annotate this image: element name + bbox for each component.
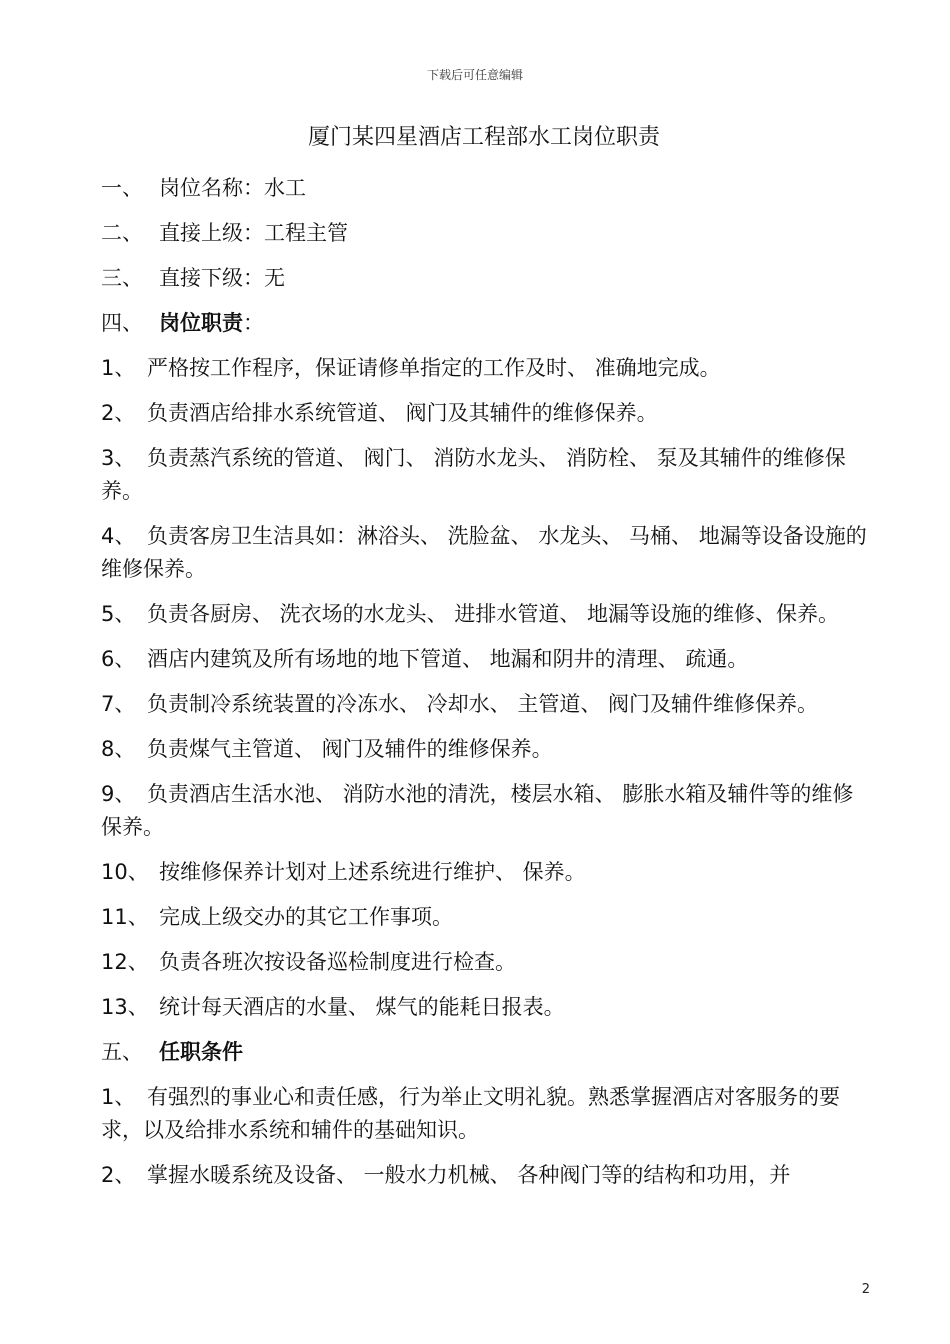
duty-text: 负责酒店生活水池、 消防水池的清洗，楼层水箱、 膨胀水箱及辅件等的维修保养。 xyxy=(101,782,854,839)
section-number: 四、 xyxy=(101,311,143,335)
duty-number: 7、 xyxy=(101,692,136,716)
duty-number: 4、 xyxy=(101,524,136,548)
duty-text: 统计每天酒店的水量、 煤气的能耗日报表。 xyxy=(159,995,565,1019)
duty-item xyxy=(101,856,871,889)
document-title: 厦门某四星酒店工程部水工岗位职责 xyxy=(307,125,660,150)
duty-number: 11、 xyxy=(101,905,149,929)
page-number: 2 xyxy=(861,1282,870,1297)
duty-item xyxy=(101,397,871,430)
section-colon: ： xyxy=(243,311,264,335)
section-number: 一、 xyxy=(101,176,143,200)
requirement-number: 1、 xyxy=(101,1085,136,1109)
section-label: 直接上级： xyxy=(159,221,264,245)
duty-number: 6、 xyxy=(101,647,136,671)
duty-item xyxy=(101,991,871,1024)
requirement-item xyxy=(101,1081,871,1147)
duty-item xyxy=(101,688,871,721)
document-body xyxy=(101,172,871,1192)
duty-item xyxy=(101,778,871,844)
duty-number: 8、 xyxy=(101,737,136,761)
duty-text: 负责各班次按设备巡检制度进行检查。 xyxy=(159,950,516,974)
section-value: 无 xyxy=(264,266,285,290)
requirement-number: 2、 xyxy=(101,1163,136,1187)
requirement-text: 掌握水暖系统及设备、 一般水力机械、 各种阀门等的结构和功用，并 xyxy=(147,1163,791,1187)
duty-item xyxy=(101,442,871,508)
duty-item xyxy=(101,598,871,631)
section-job-title xyxy=(101,172,871,205)
section-requirements-heading xyxy=(101,1036,871,1069)
duty-number: 2、 xyxy=(101,401,136,425)
requirement-item xyxy=(101,1159,871,1192)
section-value: 工程主管 xyxy=(264,221,348,245)
duty-text: 负责蒸汽系统的管道、 阀门、 消防水龙头、 消防栓、 泵及其辅件的维修保养。 xyxy=(101,446,846,503)
section-number: 三、 xyxy=(101,266,143,290)
duty-item xyxy=(101,352,871,385)
duty-item xyxy=(101,901,871,934)
duty-number: 3、 xyxy=(101,446,136,470)
duty-number: 9、 xyxy=(101,782,136,806)
section-number: 五、 xyxy=(101,1040,143,1064)
duty-text: 严格按工作程序，保证请修单指定的工作及时、 准确地完成。 xyxy=(147,356,721,380)
duty-number: 5、 xyxy=(101,602,136,626)
duty-text: 负责煤气主管道、 阀门及辅件的维修保养。 xyxy=(147,737,553,761)
duty-text: 负责客房卫生洁具如：淋浴头、 洗脸盆、 水龙头、 马桶、 地漏等设备设施的维修保养。 xyxy=(101,524,867,581)
section-label: 任职条件 xyxy=(159,1040,243,1064)
section-label: 直接下级： xyxy=(159,266,264,290)
duty-text: 按维修保养计划对上述系统进行维护、 保养。 xyxy=(159,860,586,884)
section-responsibilities-heading xyxy=(101,307,871,340)
duty-item xyxy=(101,520,871,586)
duty-number: 1、 xyxy=(101,356,136,380)
section-number: 二、 xyxy=(101,221,143,245)
duty-text: 负责酒店给排水系统管道、 阀门及其辅件的维修保养。 xyxy=(147,401,658,425)
duty-text: 酒店内建筑及所有场地的地下管道、 地漏和阴井的清理、 疏通。 xyxy=(147,647,749,671)
duty-item xyxy=(101,643,871,676)
section-label: 岗位职责 xyxy=(159,311,243,335)
duty-number: 10、 xyxy=(101,860,149,884)
header-note: 下载后可任意编辑 xyxy=(426,68,523,82)
duty-number: 13、 xyxy=(101,995,149,1019)
duty-item xyxy=(101,946,871,979)
section-direct-superior xyxy=(101,217,871,250)
duty-number: 12、 xyxy=(101,950,149,974)
duty-text: 负责各厨房、 洗衣场的水龙头、 进排水管道、 地漏等设施的维修、保养。 xyxy=(147,602,840,626)
section-direct-subordinate xyxy=(101,262,871,295)
duty-item xyxy=(101,733,871,766)
requirement-text: 有强烈的事业心和责任感，行为举止文明礼貌。熟悉掌握酒店对客服务的要求，以及给排水系统和辅件的基础知识。 xyxy=(101,1085,840,1142)
duty-text: 完成上级交办的其它工作事项。 xyxy=(159,905,453,929)
section-label: 岗位名称： xyxy=(159,176,264,200)
duty-text: 负责制冷系统装置的冷冻水、 冷却水、 主管道、 阀门及辅件维修保养。 xyxy=(147,692,819,716)
section-value: 水工 xyxy=(264,176,306,200)
